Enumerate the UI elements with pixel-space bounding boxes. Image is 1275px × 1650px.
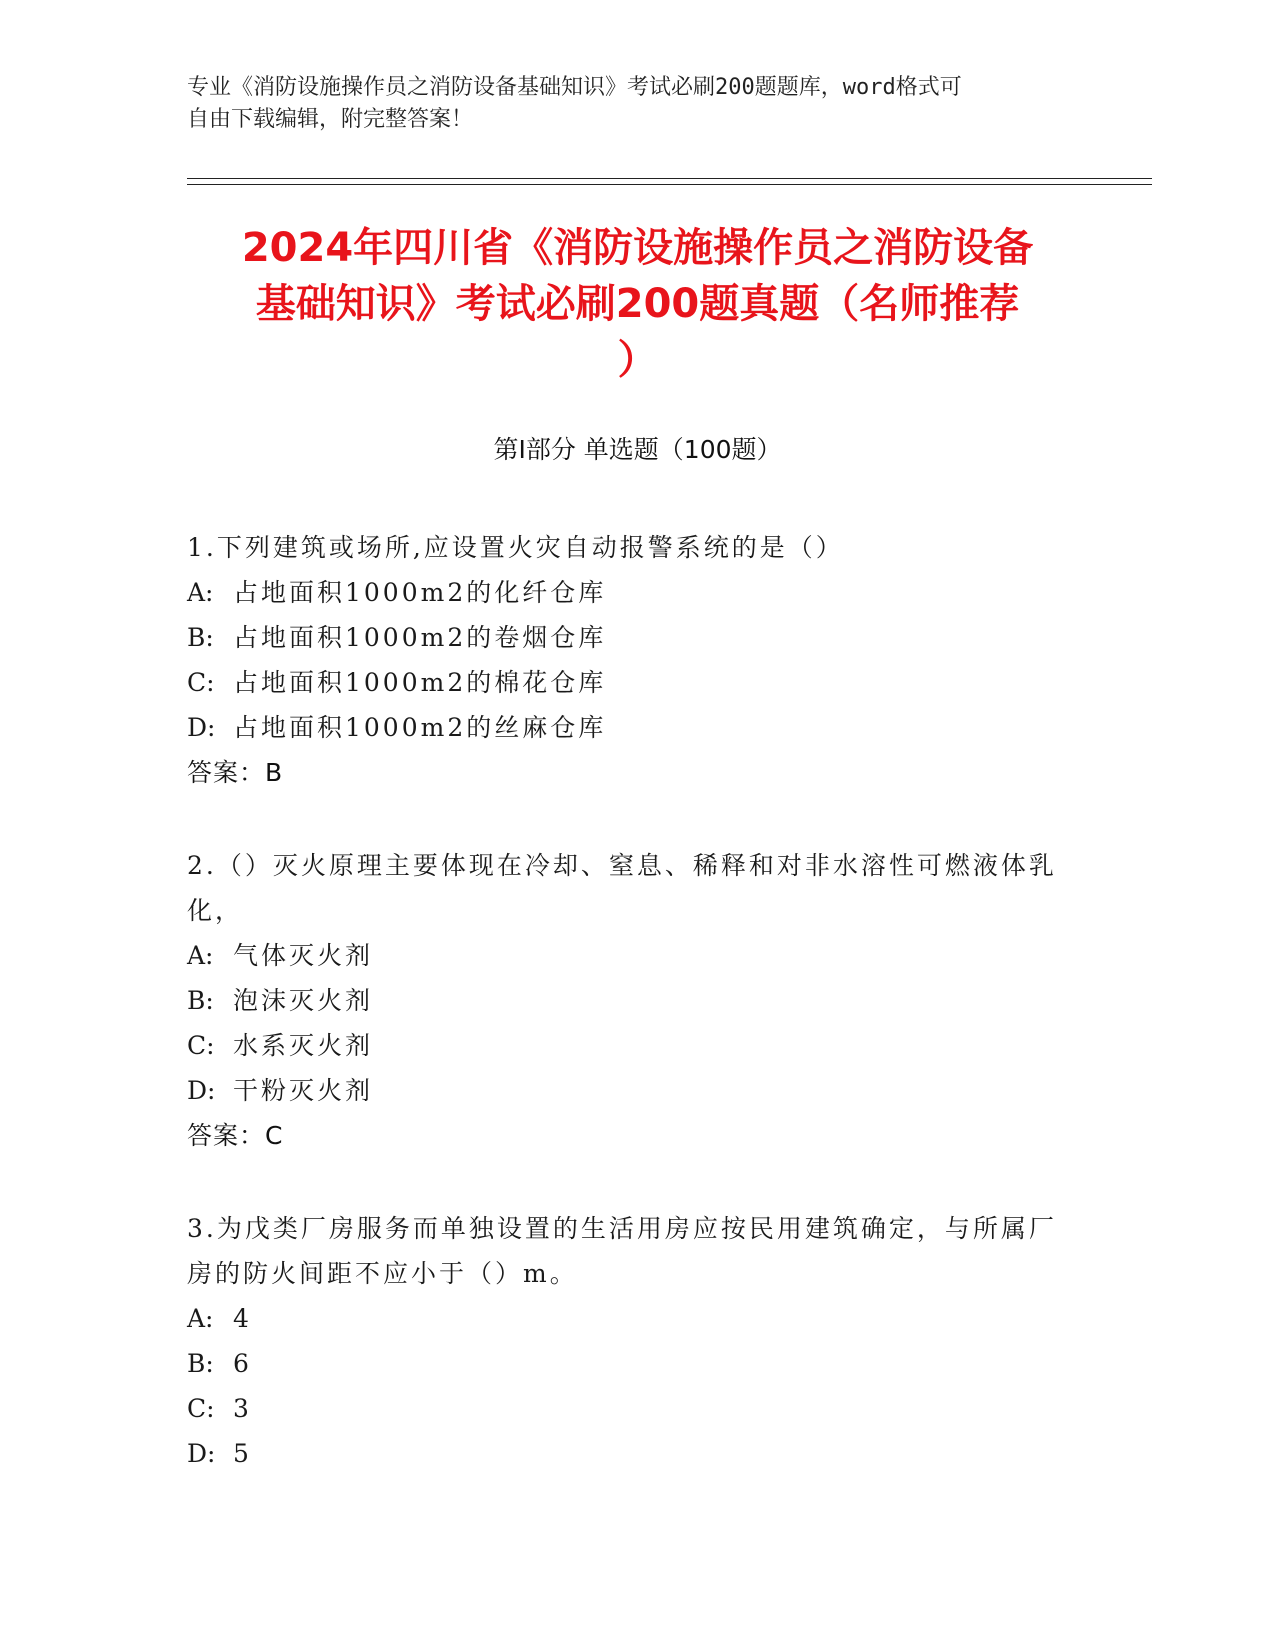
- option-a: [187, 1296, 1067, 1341]
- option-text: 3: [233, 1394, 252, 1423]
- option-c: [187, 660, 1067, 705]
- question-stem: 3.为戊类厂房服务而单独设置的生活用房应按民用建筑确定，与所属厂房的防火间距不应小于（）m。: [187, 1214, 1057, 1288]
- question-stem: 2.（）灭火原理主要体现在冷却、窒息、稀释和对非水溶性可燃液体乳化，: [187, 851, 1057, 925]
- option-b: [187, 978, 1067, 1023]
- option-d: [187, 705, 1067, 750]
- option-d: [187, 1068, 1067, 1113]
- section-heading: 第Ⅰ部分 单选题（100题）: [493, 435, 782, 464]
- question-2: [187, 843, 1067, 1158]
- header-note: [187, 72, 1067, 136]
- option-key: A:: [187, 1304, 214, 1333]
- option-text: 占地面积1000m2的卷烟仓库: [233, 623, 607, 652]
- option-c: [187, 1023, 1067, 1068]
- option-text: 干粉灭火剂: [233, 1076, 374, 1105]
- header-divider-thin: [187, 184, 1152, 185]
- option-text: 气体灭火剂: [233, 941, 374, 970]
- option-b: [187, 615, 1067, 660]
- option-text: 6: [233, 1349, 252, 1378]
- option-key: C:: [187, 1394, 215, 1423]
- document-title-line-2: 基础知识》考试必刷200题真题（名师推荐: [255, 281, 1020, 327]
- question-list: [187, 525, 1067, 1476]
- option-a: [187, 570, 1067, 615]
- document-title: [160, 220, 1115, 388]
- document-title-line-3: ）: [617, 337, 658, 383]
- option-key: D:: [187, 1076, 216, 1105]
- answer-label: 答案：C: [187, 1121, 284, 1150]
- question-1: [187, 525, 1067, 795]
- option-key: D:: [187, 1439, 216, 1468]
- option-key: A:: [187, 578, 214, 607]
- option-text: 4: [233, 1304, 252, 1333]
- option-b: [187, 1341, 1067, 1386]
- option-text: 水系灭火剂: [233, 1031, 374, 1060]
- option-key: A:: [187, 941, 214, 970]
- option-text: 泡沫灭火剂: [233, 986, 374, 1015]
- option-key: D:: [187, 713, 216, 742]
- answer-label: 答案：B: [187, 758, 284, 787]
- option-text: 占地面积1000m2的化纤仓库: [233, 578, 607, 607]
- option-key: B:: [187, 623, 214, 652]
- header-divider-thick: [187, 178, 1152, 179]
- option-key: B:: [187, 986, 214, 1015]
- header-note-line-1: 专业《消防设施操作员之消防设备基础知识》考试必刷200题题库，word格式可: [187, 75, 962, 100]
- document-title-line-1: 2024年四川省《消防设施操作员之消防设备: [241, 225, 1034, 271]
- option-text: 占地面积1000m2的棉花仓库: [233, 668, 607, 697]
- question-3: [187, 1206, 1067, 1476]
- option-key: C:: [187, 668, 215, 697]
- option-key: B:: [187, 1349, 214, 1378]
- option-text: 占地面积1000m2的丝麻仓库: [233, 713, 607, 742]
- header-note-line-2: 自由下载编辑，附完整答案！: [187, 107, 474, 132]
- option-d: [187, 1431, 1067, 1476]
- option-text: 5: [233, 1439, 252, 1468]
- option-c: [187, 1386, 1067, 1431]
- option-a: [187, 933, 1067, 978]
- option-key: C:: [187, 1031, 215, 1060]
- question-stem: 1.下列建筑或场所,应设置火灾自动报警系统的是（）: [187, 533, 844, 562]
